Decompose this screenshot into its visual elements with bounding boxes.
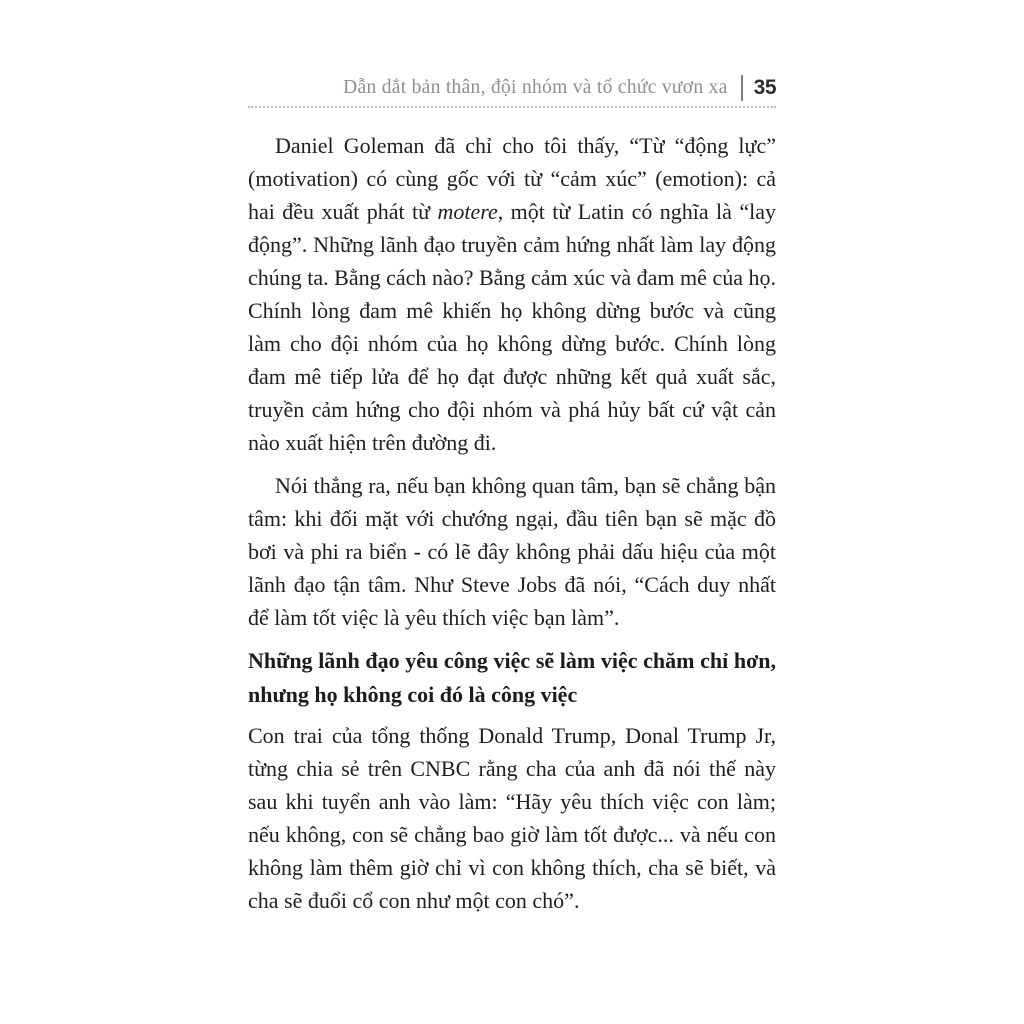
- running-title: Dẫn dắt bản thân, đội nhóm và tổ chức vươn xa: [343, 77, 728, 98]
- paragraph-goleman-motivation: [248, 129, 776, 459]
- paragraph-text: Daniel Goleman đã chỉ cho tôi thấy, “Từ “động lực” (motivation) có cùng gốc với từ “cảm xúc” (emotion): cả hai đều xuất phát từ: [248, 133, 776, 224]
- italic-latin-word: motere: [437, 199, 498, 224]
- paragraph-donald-trump: Con trai của tổng thống Donald Trump, Donal Trump Jr, từng chia sẻ trên CNBC rằng cha của anh đã nói thế này sau khi tuyển anh vào làm: “Hãy yêu thích việc con làm; nếu không, con sẽ chẳng bao giờ làm tốt được... và nếu con không làm thêm giờ chỉ vì con không thích, cha sẽ biết, và cha sẽ đuổi cổ con như một con chó”.: [248, 723, 776, 913]
- page-header: [248, 74, 776, 102]
- section-heading: Những lãnh đạo yêu công việc sẽ làm việc chăm chỉ hơn, nhưng họ không coi đó là công việc: [248, 648, 776, 707]
- page-number: 35: [753, 76, 776, 99]
- paragraph-steve-jobs: Nói thẳng ra, nếu bạn không quan tâm, bạn sẽ chẳng bận tâm: khi đối mặt với chướng ngại, đầu tiên bạn sẽ mặc đồ bơi và phi ra biển - có lẽ đây không phải dấu hiệu của một lãnh đạo tận tâm. Như Steve Jobs đã nói, “Cách duy nhất để làm tốt việc là yêu thích việc bạn làm”.: [248, 473, 776, 630]
- book-page: [248, 0, 776, 927]
- header-dotted-rule: [248, 106, 776, 108]
- header-separator-bar: [741, 75, 743, 101]
- paragraph-text: , một từ Latin có nghĩa là “lay động”. Những lãnh đạo truyền cảm hứng nhất làm lay động chúng ta. Bằng cách nào? Bằng cảm xúc và đam mê của họ. Chính lòng đam mê khiến họ không dừng bước và cũng làm cho đội nhóm của họ không dừng bước. Chính lòng đam mê tiếp lửa để họ đạt được những kết quả xuất sắc, truyền cảm hứng cho đội nhóm và phá hủy bất cứ vật cản nào xuất hiện trên đường đi.: [248, 199, 776, 455]
- page-body: [248, 129, 776, 917]
